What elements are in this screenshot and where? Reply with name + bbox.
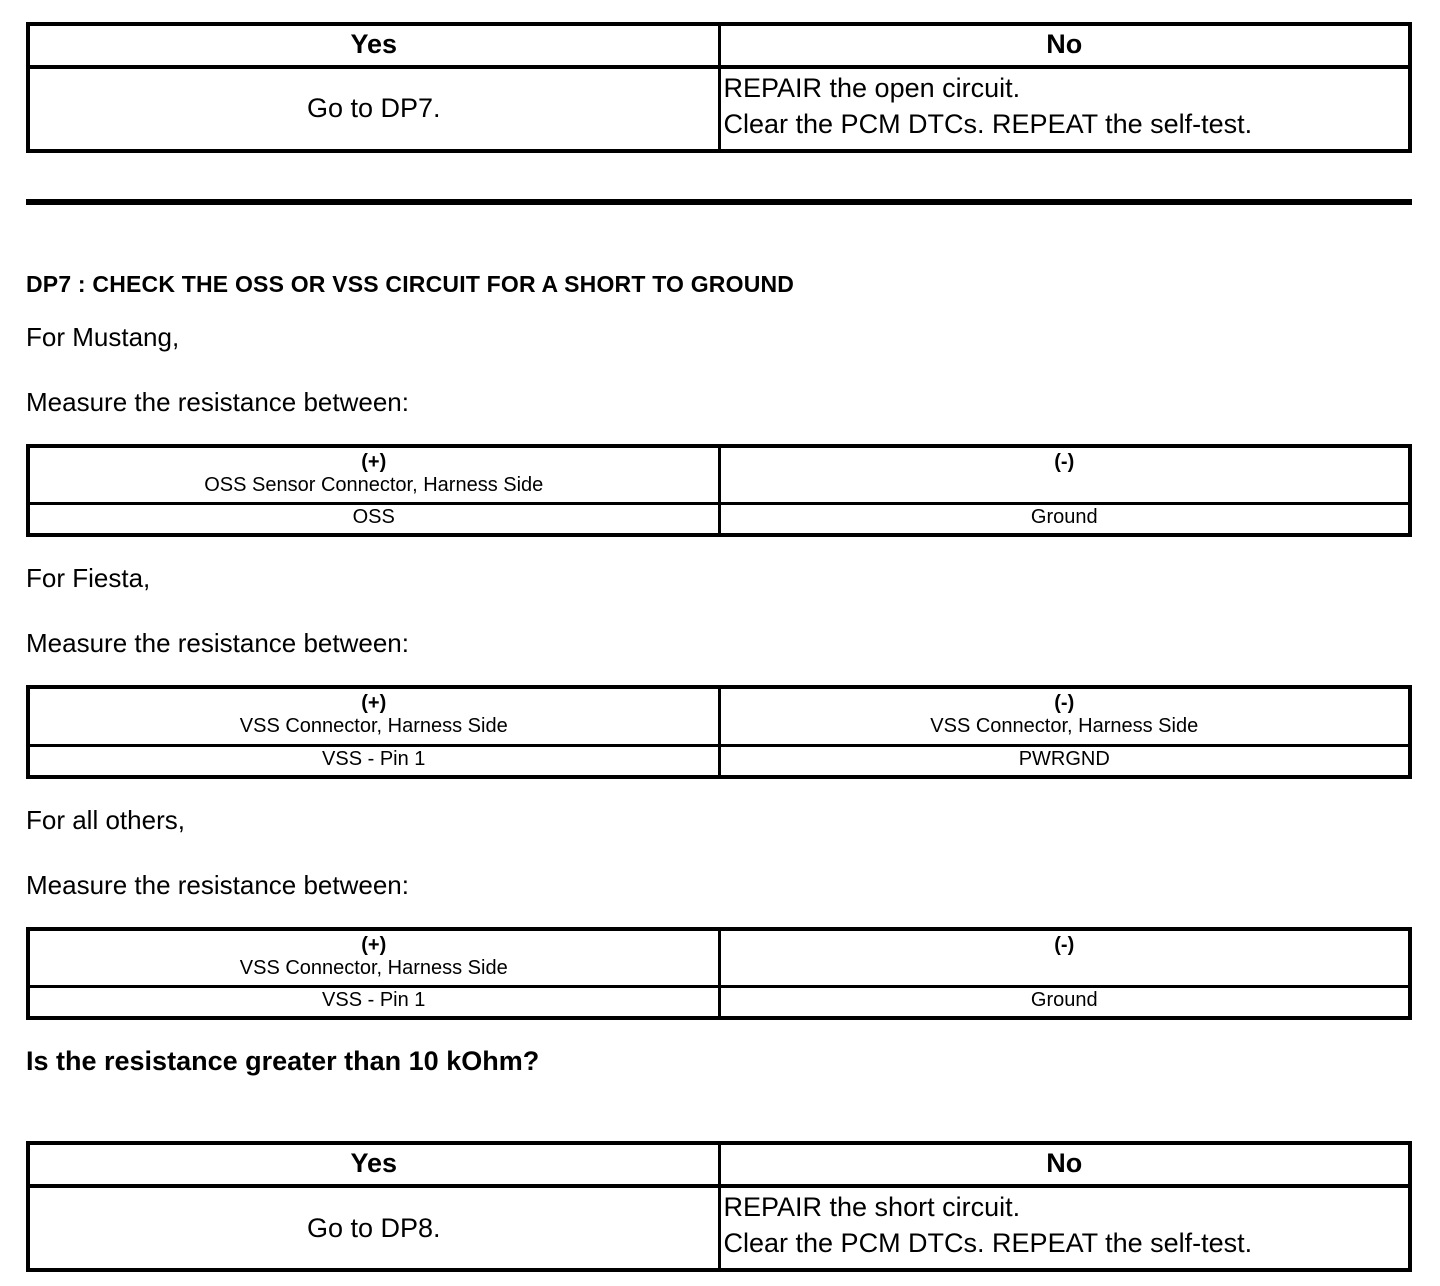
minus-header-cell <box>719 446 1410 504</box>
plus-connector-label: OSS Sensor Connector, Harness Side <box>204 473 544 496</box>
table-row <box>28 504 1410 536</box>
plus-sign-label: (+) <box>361 692 387 715</box>
minus-pin-cell: Ground <box>719 987 1410 1019</box>
plus-pin-cell: VSS - Pin 1 <box>28 987 719 1019</box>
no-action-line: REPAIR the open circuit. <box>723 73 1021 103</box>
plus-header-cell <box>28 929 719 987</box>
decision-table-top <box>26 22 1412 153</box>
no-action-line: Clear the PCM DTCs. REPEAT the self-test. <box>723 108 1253 139</box>
table-row <box>28 1143 1410 1186</box>
spacer <box>26 1272 1412 1286</box>
plus-sign-label: (+) <box>361 450 387 473</box>
no-action-line: Clear the PCM DTCs. REPEAT the self-test. <box>723 1228 1253 1259</box>
yes-action-cell: Go to DP7. <box>28 67 719 151</box>
vehicle-intro-text: For Fiesta, <box>26 563 151 594</box>
table-row <box>28 687 1410 745</box>
instruction-text: Measure the resistance between: <box>26 869 409 900</box>
yes-action-cell: Go to DP8. <box>28 1186 719 1270</box>
no-column-header: No <box>719 24 1410 67</box>
table-row <box>28 745 1410 777</box>
measurement-table-mustang <box>26 444 1412 538</box>
minus-pin-cell: Ground <box>719 504 1410 536</box>
minus-header-cell <box>719 687 1410 745</box>
no-action-cell <box>719 67 1410 151</box>
minus-sign-label: (-) <box>1054 933 1075 956</box>
yes-column-header: Yes <box>28 1143 719 1186</box>
minus-sign-label: (-) <box>1054 450 1075 473</box>
table-row <box>28 446 1410 504</box>
plus-pin-cell: VSS - Pin 1 <box>28 745 719 777</box>
table-row <box>28 67 1410 151</box>
instruction-text: Measure the resistance between: <box>26 628 409 659</box>
decision-table-bottom <box>26 1141 1412 1272</box>
decision-question: Is the resistance greater than 10 kOhm? <box>26 1046 540 1077</box>
minus-connector-label: VSS Connector, Harness Side <box>930 715 1199 738</box>
no-action-cell <box>719 1186 1410 1270</box>
plus-header-cell <box>28 687 719 745</box>
table-row <box>28 987 1410 1019</box>
section-heading: DP7 : CHECK THE OSS OR VSS CIRCUIT FOR A SHORT TO GROUND <box>26 270 795 297</box>
no-column-header: No <box>719 1143 1410 1186</box>
table-row <box>28 1186 1410 1270</box>
minus-sign-label: (-) <box>1054 692 1075 715</box>
vehicle-intro-text: For all others, <box>26 804 185 835</box>
no-action-line: REPAIR the short circuit. <box>723 1192 1021 1223</box>
vehicle-intro-text: For Mustang, <box>26 321 180 352</box>
yes-column-header: Yes <box>28 24 719 67</box>
plus-sign-label: (+) <box>361 933 387 956</box>
measurement-table-all-others <box>26 927 1412 1021</box>
table-row <box>28 929 1410 987</box>
plus-connector-label: VSS Connector, Harness Side <box>239 956 508 979</box>
plus-connector-label: VSS Connector, Harness Side <box>239 715 508 738</box>
instruction-text: Measure the resistance between: <box>26 386 409 417</box>
table-row <box>28 24 1410 67</box>
minus-pin-cell: PWRGND <box>719 745 1410 777</box>
measurement-table-fiesta <box>26 685 1412 779</box>
section-divider <box>26 199 1412 205</box>
minus-header-cell <box>719 929 1410 987</box>
plus-pin-cell: OSS <box>28 504 719 536</box>
plus-header-cell <box>28 446 719 504</box>
